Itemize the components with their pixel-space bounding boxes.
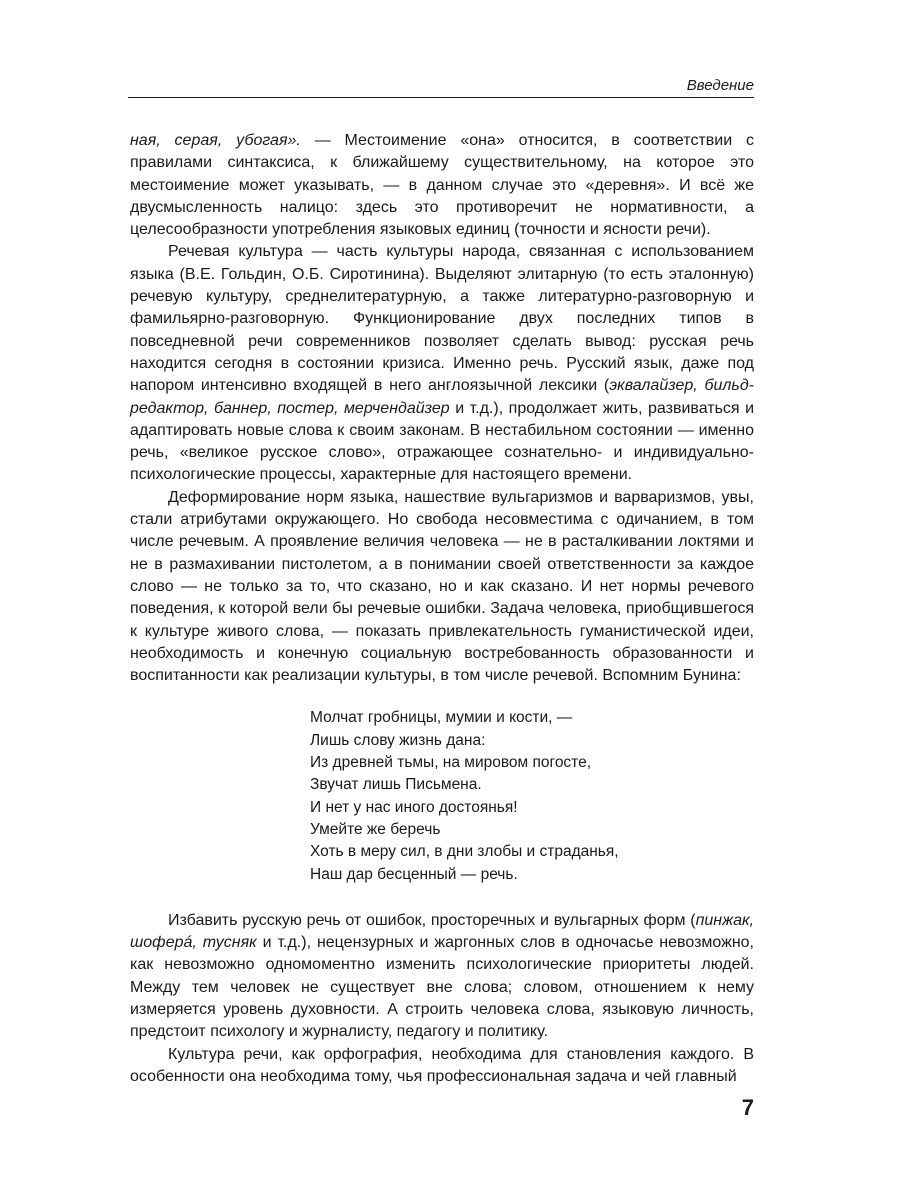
paragraph-1 [130,130,754,241]
page-number: 7 [741,1095,754,1120]
poem-line: Лишь слову жизнь дана: [310,731,486,749]
paragraph-4 [130,910,754,1044]
paragraph-1-text: — Местоимение «она» относится, в соответствии с правилами синтаксиса, к ближайшему существительному, на которое это местоимение может указывать, — в данном случае это «деревня». И всё же двусмысленность налицо: здесь это противоречит не нормативности, а целесообразности употребления языковых единиц (точности и ясности речи). [130,132,754,239]
poem-line: Из древней тьмы, на мировом погосте, [310,754,592,772]
poem-line: Молчат гробницы, мумии и кости, — [310,709,573,727]
paragraph-3: Деформирование норм языка, нашествие вульгаризмов и варваризмов, увы, стали атрибутами окружающего. Но свобода несовместима с одичанием, в том числе речевым. А проявление величия человека — не в расталкивании локтями и не в размахивании пистолетом, а в понимании своей ответственности за каждое слово — не только за то, что сказано, но и как сказано. И нет нормы речевого поведения, к которой вели бы речевые ошибки. Задача человека, приобщившегося к культуре живого слова, — показать привлекательность гуманистической идеи, необходимость и конечную социальную востребованность образованности и воспитанности как реализации культуры, в том числе речевой. Вспомним Бунина: [130,488,754,685]
running-header: Введение [686,77,754,94]
page-body [130,130,754,1088]
poem-line: И нет у нас иного достоянья! [310,798,518,816]
paragraph-1-lead-italic: ная, серая, убогая». [130,132,301,149]
poem-line: Хоть в меру сил, в дни злобы и страданья, [310,843,619,861]
paragraph-5: Культура речи, как орфография, необходима для становления каждого. В особенности она необходима тому, чья профессиональная задача и чей главный [130,1045,754,1085]
paragraph-2 [130,241,754,486]
poem-line: Звучат лишь Письмена. [310,776,482,794]
poem-quote [310,707,754,885]
paragraph-4-italic-examples: пинжак, шоферá, тусняк [130,911,754,952]
poem-line: Умейте же беречь [310,820,441,838]
poem-line: Наш дар бесценный — речь. [310,865,518,883]
paragraph-4-text-b: и т.д.), нецензурных и жаргонных слов в одночасье невозможно, как невозможно одномоментно изменить психологические приоритеты людей. Между тем человек не существует вне слова; словом, отношением к нему измеряется уровень духовности. А строить человека слова, языковую личность, предстоит психологу и журналисту, педагогу и политику. [130,934,755,1041]
paragraph-4-text-a: Избавить русскую речь от ошибок, просторечных и вульгарных форм ( [168,911,696,929]
paragraph-2-text-b: и т.д.), продолжает жить, развиваться и адаптировать новые слова к своим законам. В нестабильном состоянии — именно речь, «великое русское слово», отражающее сознательно- и индивидуально-психологические процессы, характерные для настоящего времени. [130,399,755,484]
paragraph-2-text-a: Речевая культура — часть культуры народа, связанная с использованием языка (В.Е. Гольдин, О.Б. Сиротинина). Выделяют элитарную (то есть эталонную) речевую культуру, среднелитературную, а также литературно-разговорную и фамильярно-разговорную. Функционирование двух последних типов в повседневной речи современников позволяет сделать вывод: русская речь находится сегодня в состоянии кризиса. Именно речь. Русский язык, даже под напором интенсивно входящей в него англоязычной лексики ( [130,243,754,395]
header-rule [128,97,754,98]
paragraph-2-italic-examples: эквалайзер, бильд-редактор, баннер, постер, мерчендайзер [130,377,754,417]
